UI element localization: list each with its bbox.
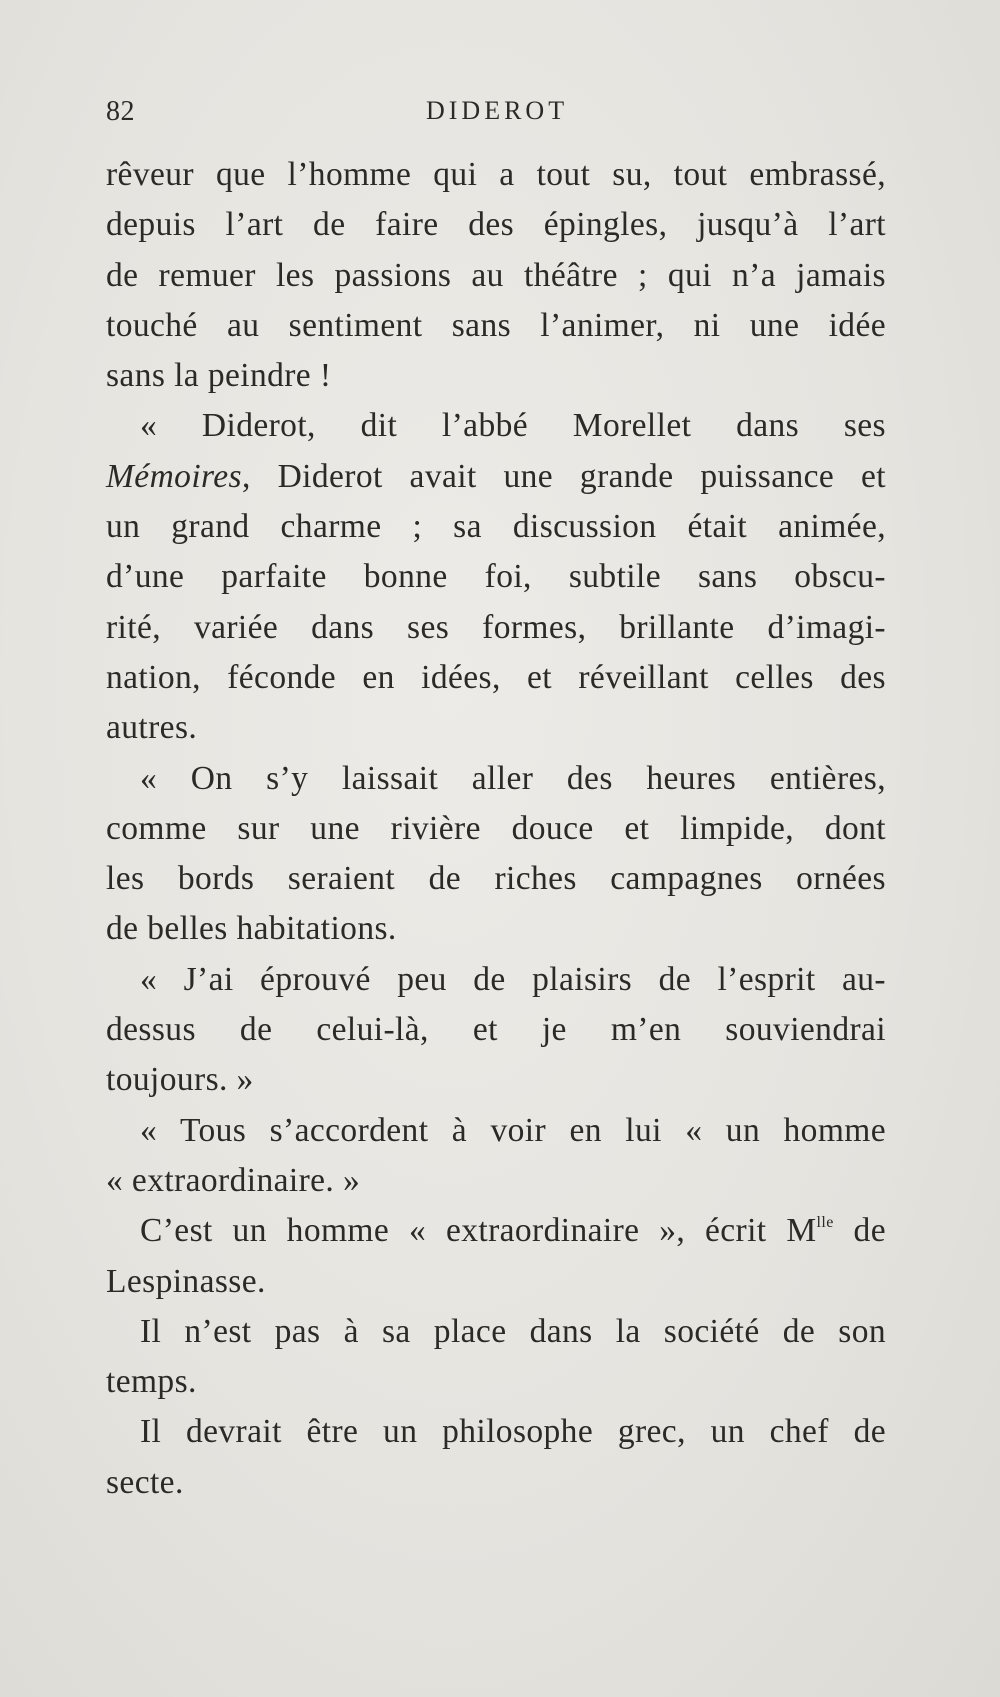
- running-title: DIDEROT: [426, 96, 569, 125]
- text-line: [106, 452, 886, 502]
- text-line-start: C’est un homme « extraordinaire », écrit M: [140, 1212, 817, 1250]
- text-line: touché au sentiment sans l’animer, ni une idée: [106, 306, 886, 344]
- text-line: « Diderot, dit l’abbé Morellet dans ses: [140, 407, 886, 445]
- text-line-end: de: [833, 1212, 886, 1250]
- text-line: « extraordinaire. »: [106, 1161, 361, 1199]
- page-number: 82: [106, 96, 135, 127]
- text-line: rité, variée dans ses formes, brillante d’imagi-: [106, 608, 886, 646]
- text-line: Il n’est pas à sa place dans la société de son: [140, 1312, 886, 1350]
- text-line: un grand charme ; sa discussion était animée,: [106, 508, 886, 546]
- text-line: dessus de celui-là, et je m’en souviendrai: [106, 1011, 886, 1049]
- text-line: secte.: [106, 1463, 184, 1501]
- text-line: Lespinasse.: [106, 1262, 266, 1300]
- text-line: temps.: [106, 1363, 197, 1401]
- superscript-mlle: lle: [816, 1214, 834, 1232]
- text-line: sans la peindre !: [106, 357, 332, 395]
- text-line: comme sur une rivière douce et limpide, dont: [106, 809, 886, 847]
- text-line: rêveur que l’homme qui a tout su, tout embrassé,: [106, 156, 886, 193]
- text-line: Il devrait être un philosophe grec, un chef de: [140, 1413, 886, 1451]
- text-line: [106, 1206, 886, 1256]
- text-line: toujours. »: [106, 1061, 254, 1099]
- page-header: [106, 96, 896, 136]
- text-line: « J’ai éprouvé peu de plaisirs de l’esprit au-: [140, 960, 886, 998]
- text-line: de remuer les passions au théâtre ; qui n’a jamais: [106, 256, 886, 294]
- text-line: « Tous s’accordent à voir en lui « un homme: [140, 1111, 886, 1149]
- text-line: « On s’y laissait aller des heures entières,: [140, 759, 886, 797]
- text-line: autres.: [106, 709, 198, 747]
- text-line: de belles habitations.: [106, 910, 397, 948]
- text-line: d’une parfaite bonne foi, subtile sans obscu-: [106, 558, 886, 596]
- body-text: [106, 150, 886, 1508]
- text-line: nation, féconde en idées, et réveillant celles des: [106, 658, 886, 696]
- text-line: depuis l’art de faire des épingles, jusqu’à l’art: [106, 206, 886, 244]
- text-line: les bords seraient de riches campagnes ornées: [106, 860, 886, 898]
- italic-title: Mémoires: [106, 457, 242, 495]
- text-line-rest: , Diderot avait une grande puissance et: [241, 457, 886, 495]
